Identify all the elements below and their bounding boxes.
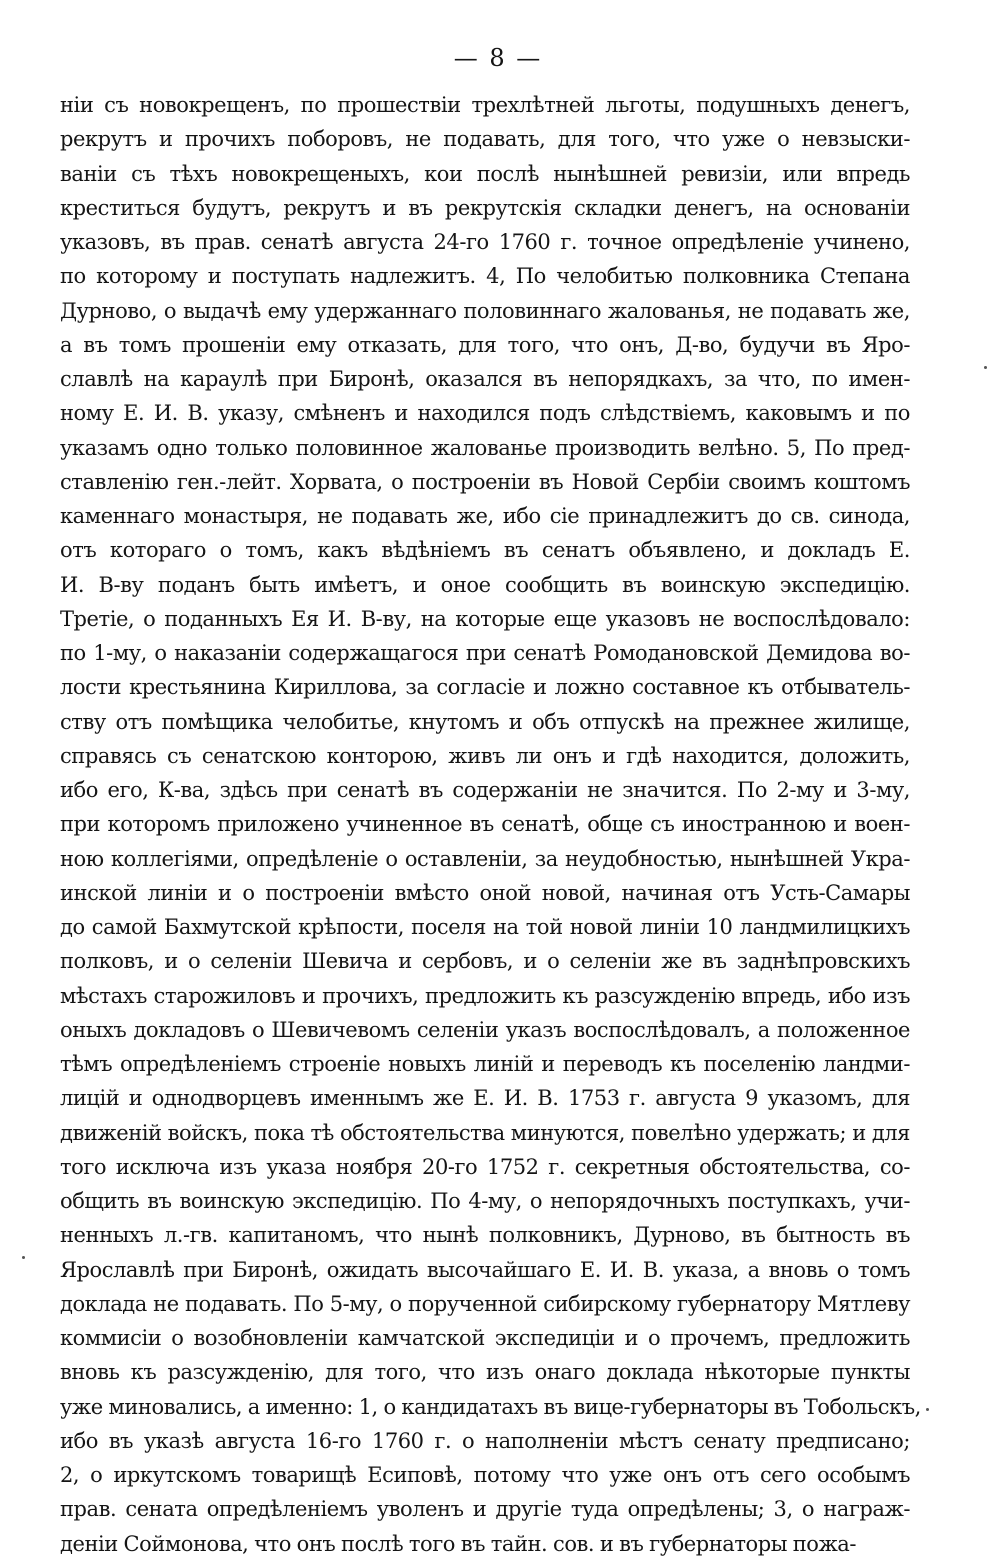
text-line: каменнаго монастыря, не подавать же, ибо сiе принадлежитъ до св. синода,	[60, 504, 910, 528]
text-line: ненныхъ л.-гв. капитаномъ, что нынѣ полковникъ, Дурново, въ бытность въ	[60, 1223, 910, 1248]
text-line: указамъ одно только половинное жалованье производить велѣно. 5, По пред-	[60, 435, 910, 460]
text-line: ному Е. И. В. указу, смѣненъ и находился подъ слѣдствiемъ, каковымъ и по	[60, 401, 910, 426]
text-line: уже миновались, а именно: 1, о кандидатахъ въ вице-губернаторы въ Тобольскъ,	[60, 1394, 921, 1419]
scan-speck	[926, 1408, 929, 1411]
text-line: до самой Бахмутской крѣпости, поселя на той новой линiи 10 ландмилицкихъ	[60, 915, 910, 939]
body-text	[60, 88, 921, 1561]
text-line: отъ котораго о томъ, какъ вѣдѣнiемъ въ сенатъ объявлено, и докладъ Е.	[60, 538, 910, 563]
text-line: того исключа изъ указа ноября 20-го 1752 г. секретныя обстоятельства, со-	[60, 1154, 910, 1179]
text-line: славлѣ на караулѣ при Биронѣ, оказался въ непорядкахъ, за что, по имен-	[60, 367, 910, 391]
text-line: общить въ воинскую экспедицiю. По 4-му, о непорядочныхъ поступкахъ, учи-	[60, 1189, 910, 1213]
text-line: рекрутъ и прочихъ поборовъ, не подавать, для того, что уже о невзыски-	[60, 127, 910, 152]
text-line: коммисiи о возобновленiи камчатской экспедицiи и о прочемъ, предложить	[60, 1326, 910, 1350]
text-line: движенiй войскъ, пока тѣ обстоятельства минуются, повелѣно удержать; и для	[60, 1120, 910, 1145]
text-line: И. В-ву поданъ быть имѣетъ, и оное сообщить въ воинскую экспедицiю.	[60, 572, 910, 597]
scan-speck	[22, 1256, 25, 1259]
text-line: ною коллегiями, опредѣленiе о оставленiи, за неудобностью, нынѣшней Укра-	[60, 846, 910, 871]
text-line: указовъ, въ прав. сенатѣ августа 24-го 1760 г. точное опредѣленiе учинено,	[60, 230, 910, 254]
text-line: прав. сената опредѣленiемъ уволенъ и другiе туда опредѣлены; 3, о награж-	[60, 1497, 910, 1522]
text-line: денiи Соймонова, что онъ послѣ того въ тайн. сов. и въ губернаторы пожа-	[60, 1531, 857, 1556]
text-line: ибо въ указѣ августа 16-го 1760 г. о наполненiи мѣстъ сенату предписано;	[60, 1428, 910, 1453]
text-line: ству отъ помѣщика челобитье, кнутомъ и объ отпускѣ на прежнее жилище,	[60, 709, 910, 734]
text-line: 2, о иркутскомъ товарищѣ Есиповѣ, потому что уже онъ отъ сего особымъ	[60, 1463, 910, 1487]
text-line: Дурново, о выдачѣ ему удержаннаго половиннаго жалованья, не подавать же,	[60, 298, 910, 323]
text-line: по которому и поступать надлежитъ. 4, По челобитью полковника Степана	[60, 264, 910, 289]
text-line: креститься будутъ, рекрутъ и въ рекрутскiя складки денегъ, на основанiи	[60, 195, 910, 220]
text-line: оныхъ докладовъ о Шевичевомъ селенiи указъ воспослѣдовалъ, а положенное	[60, 1017, 910, 1042]
text-line: Третiе, о поданныхъ Ея И. В-ву, на которые еще указовъ не воспослѣдовало:	[60, 606, 910, 631]
text-line: по 1-му, о наказанiи содержащагося при сенатѣ Ромодановской Демидова во-	[60, 641, 910, 665]
text-line: лости крестьянина Кириллова, за согласiе и ложно составное къ отбыватель-	[60, 675, 910, 700]
text-line: полковъ, и о селенiи Шевича и сербовъ, и о селенiи же въ заднѣпровскихъ	[60, 949, 910, 974]
text-line: справясь съ сенатскою конторою, живъ ли онъ и гдѣ находится, доложить,	[60, 743, 910, 768]
text-line: нiи съ новокрещенъ, по прошествiи трехлѣтней льготы, подушныхъ денегъ,	[60, 93, 910, 117]
text-line: тѣмъ опредѣленiемъ строенiе новыхъ линiй и переводъ къ поселенiю ландми-	[60, 1052, 910, 1076]
text-line: ставленiю ген.-лейт. Хорвата, о построенiи въ Новой Сербiи своимъ коштомъ	[60, 469, 910, 494]
text-line: при которомъ приложено учиненное въ сенатѣ, обще съ иностранною и воен-	[60, 812, 910, 837]
text-line: доклада не подавать. По 5-му, о порученной сибирскому губернатору Мятлеву	[60, 1291, 910, 1316]
scan-speck	[984, 366, 987, 369]
text-line: ибо его, К-ва, здѣсь при сенатѣ въ содержанiи не значится. По 2-му и 3-му,	[60, 778, 910, 802]
text-line: ванiи съ тѣхъ новокрещеныхъ, кои послѣ нынѣшней ревизiи, или впредь	[60, 161, 910, 186]
text-line: инской линiи и о построенiи вмѣсто оной новой, начиная отъ Усть-Самары	[60, 880, 910, 905]
text-line: мѣстахъ старожиловъ и прочихъ, предложить къ разсужденiю впредь, ибо изъ	[60, 983, 910, 1008]
text-line: а въ томъ прошенiи ему отказать, для того, что онъ, Д-во, будучи въ Яро-	[60, 332, 910, 357]
text-line: Ярославлѣ при Биронѣ, ожидать высочайшаго Е. И. В. указа, а вновь о томъ	[60, 1257, 910, 1282]
page-number: — 8 —	[453, 44, 543, 72]
text-line: вновь къ разсужденiю, для того, что изъ онаго доклада нѣкоторые пункты	[60, 1360, 910, 1385]
text-line: лицiй и однодворцевъ именнымъ же Е. И. В. 1753 г. августа 9 указомъ, для	[60, 1086, 910, 1111]
